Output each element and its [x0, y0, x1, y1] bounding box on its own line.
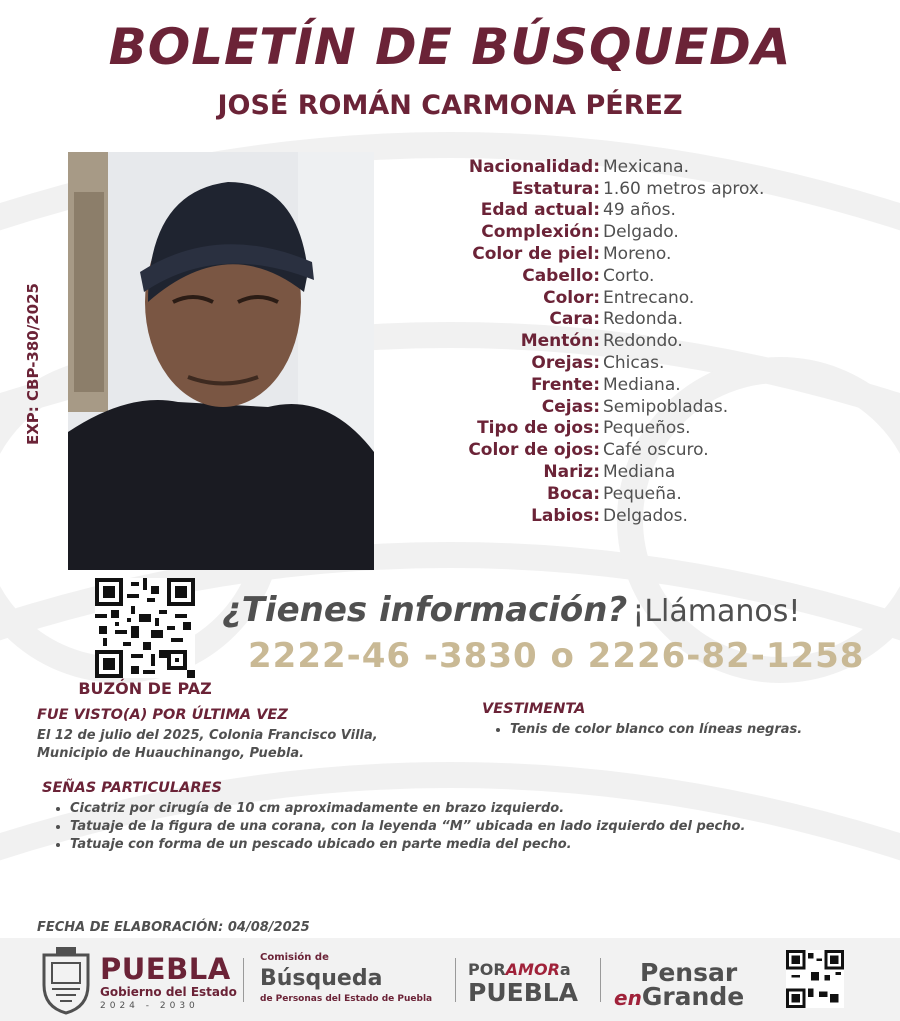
attribute-row — [420, 505, 890, 527]
attribute-value: Mediana — [603, 462, 676, 483]
grande-text: Grande — [641, 982, 745, 1011]
por-amor-logo — [468, 960, 571, 979]
attribute-label: Color: — [543, 287, 600, 308]
years-text: 2024 - 2030 — [100, 1001, 199, 1011]
attribute-value: Entrecano. — [603, 287, 695, 308]
attribute-value: Moreno. — [603, 244, 672, 265]
attribute-label: Cabello: — [522, 265, 600, 286]
attribute-row — [420, 352, 890, 374]
attribute-row — [420, 265, 890, 287]
attribute-label: Nacionalidad: — [468, 156, 600, 177]
attribute-row — [420, 439, 890, 461]
attribute-label: Complexión: — [481, 222, 600, 243]
attribute-value: Delgado. — [603, 222, 679, 243]
attribute-value: Redondo. — [603, 331, 683, 352]
divider — [455, 958, 456, 1002]
attribute-value: Pequeña. — [603, 483, 682, 504]
a-text: a — [559, 960, 571, 979]
divider — [243, 958, 244, 1002]
attribute-row — [420, 483, 890, 505]
attribute-row — [420, 330, 890, 352]
attribute-row — [420, 309, 890, 331]
attribute-value: 49 años. — [603, 200, 676, 221]
puebla-logo-text: PUEBLA — [100, 952, 231, 986]
person-name: JOSÉ ROMÁN CARMONA PÉREZ — [217, 90, 683, 121]
state-shield-icon — [38, 945, 94, 1015]
phone-numbers[interactable]: 2222-46 -3830 o 2226-82-1258 — [248, 636, 865, 676]
clothing-list — [494, 721, 890, 739]
footer-qr-code[interactable] — [786, 950, 844, 1008]
attribute-value: Café oscuro. — [603, 440, 709, 461]
attribute-row — [420, 396, 890, 418]
missing-person-photo — [68, 152, 374, 570]
cta-call: ¡Llámanos! — [632, 594, 801, 629]
attribute-value: 1.60 metros aprox. — [603, 178, 765, 199]
last-seen-text: El 12 de julio del 2025, Colonia Francisco Villa, Municipio de Huauchinango, Puebla. — [37, 728, 378, 761]
attribute-label: Cejas: — [541, 396, 600, 417]
attribute-value: Redonda. — [603, 309, 684, 330]
footer-logos — [0, 938, 900, 1021]
marks-list — [54, 800, 890, 854]
list-item: • Tenis de color blanco con líneas negras. — [510, 721, 890, 739]
attribute-value: Pequeños. — [603, 418, 691, 439]
attribute-row — [420, 200, 890, 222]
attribute-value: Corto. — [603, 265, 655, 286]
attribute-row — [420, 221, 890, 243]
case-number: EXP: CBP-380/2025 — [24, 283, 42, 445]
amor-puebla-text: PUEBLA — [468, 978, 579, 1007]
attribute-label: Labios: — [531, 505, 600, 526]
attribute-label: Boca: — [547, 483, 600, 504]
attribute-label: Orejas: — [531, 353, 600, 374]
comision-main: Búsqueda — [260, 966, 383, 991]
attribute-value: Chicas. — [603, 353, 665, 374]
attribute-row — [420, 156, 890, 178]
attribute-row — [420, 243, 890, 265]
cta-question: ¿Tienes información? — [222, 590, 628, 630]
divider — [600, 958, 601, 1002]
list-item: • Tatuaje de la figura de una corana, con la leyenda “M” ubicada en lado izquierdo del pecho. — [70, 818, 890, 836]
pensar-text: Pensar — [640, 958, 738, 987]
bulletin-title: BOLETÍN DE BÚSQUEDA — [108, 18, 792, 76]
en-grande-logo — [614, 982, 744, 1011]
last-seen-heading: FUE VISTO(A) POR ÚLTIMA VEZ — [37, 707, 288, 723]
attribute-value: Mediana. — [603, 374, 681, 395]
attribute-label: Color de piel: — [472, 244, 600, 265]
attribute-label: Frente: — [531, 374, 600, 395]
attribute-label: Cara: — [549, 309, 600, 330]
comision-sub: de Personas del Estado de Puebla — [260, 994, 433, 1004]
attribute-label: Mentón: — [520, 331, 600, 352]
attribute-row — [420, 287, 890, 309]
attribute-label: Estatura: — [511, 178, 600, 199]
attribute-row — [420, 461, 890, 483]
gobierno-text: Gobierno del Estado — [100, 985, 237, 999]
qr-code[interactable] — [95, 578, 195, 678]
attribute-label: Edad actual: — [480, 200, 600, 221]
list-item: • Tatuaje con forma de un pescado ubicado en parte media del pecho. — [70, 836, 890, 854]
attribute-row — [420, 418, 890, 440]
attribute-value: Mexicana. — [603, 156, 689, 177]
attribute-row — [420, 374, 890, 396]
attribute-label: Tipo de ojos: — [477, 418, 600, 439]
qr-label: BUZÓN DE PAZ — [78, 679, 212, 698]
comision-top: Comisión de — [260, 952, 329, 963]
attribute-label: Color de ojos: — [468, 440, 600, 461]
attribute-value: Delgados. — [603, 505, 688, 526]
attribute-value: Semipobladas. — [603, 396, 729, 417]
list-item: • Cicatriz por cirugía de 10 cm aproximadamente en brazo izquierdo. — [70, 800, 890, 818]
physical-description — [420, 156, 890, 527]
en-text: en — [614, 986, 642, 1010]
por-text: POR — [468, 960, 506, 979]
marks-heading: SEÑAS PARTICULARES — [42, 780, 222, 796]
amor-text: AMOR — [505, 960, 560, 979]
attribute-row — [420, 178, 890, 200]
clothing-heading: VESTIMENTA — [482, 701, 586, 717]
call-to-action — [222, 590, 800, 630]
date-line: FECHA DE ELABORACIÓN: 04/08/2025 — [37, 920, 310, 935]
attribute-label: Nariz: — [543, 462, 600, 483]
